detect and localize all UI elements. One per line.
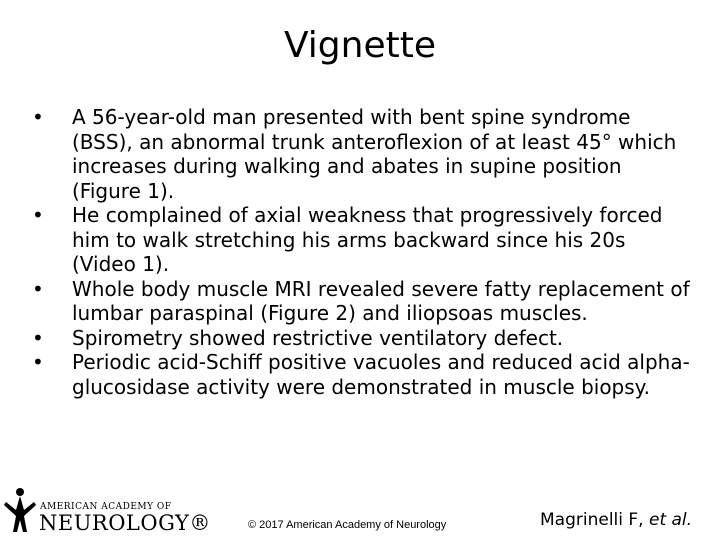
bullet-text: Periodic acid-Schiff positive vacuoles and reduced acid alpha-glucosidase activity were demonstrated in muscle biopsy. bbox=[72, 350, 690, 399]
bullet-item bbox=[30, 326, 690, 351]
bullet-text: Whole body muscle MRI revealed severe fatty replacement of lumbar paraspinal (Figure 2) and iliopsoas muscles. bbox=[72, 276, 690, 325]
bullet-glyph: • bbox=[32, 325, 44, 350]
bullet-item bbox=[30, 350, 690, 399]
bullet-text: He complained of axial weakness that progressively forced him to walk stretching his arms backward since his 20s (Video 1). bbox=[72, 203, 663, 276]
citation-author: Magrinelli F, bbox=[540, 510, 649, 530]
citation bbox=[540, 509, 720, 531]
bullet-glyph: • bbox=[32, 203, 44, 227]
copyright-notice: © 2017 American Academy of Neurology bbox=[248, 519, 447, 531]
logo-text-line1: AMERICAN ACADEMY OF bbox=[40, 502, 172, 512]
bullet-item bbox=[30, 105, 690, 203]
bullet-item bbox=[30, 203, 690, 277]
slide-title: Vignette bbox=[283, 25, 437, 66]
bullet-text: Spirometry showed restrictive ventilatory defect. bbox=[72, 325, 564, 350]
bullet-glyph: • bbox=[32, 276, 44, 301]
logo-text-line2: NEUROLOGY® bbox=[39, 511, 211, 535]
bullet-item bbox=[30, 277, 690, 326]
aan-emblem-icon bbox=[2, 486, 38, 534]
bullet-text: A 56-year-old man presented with bent spine syndrome (BSS), an abnormal trunk anteroflexion of at least 45° which increases during walking and abates in supine position (Figure 1). bbox=[72, 105, 677, 203]
aan-logo bbox=[2, 486, 211, 538]
bullet-list bbox=[30, 105, 690, 399]
citation-etal: et al. bbox=[648, 510, 693, 530]
bullet-glyph: • bbox=[32, 350, 44, 374]
bullet-glyph: • bbox=[32, 105, 44, 129]
